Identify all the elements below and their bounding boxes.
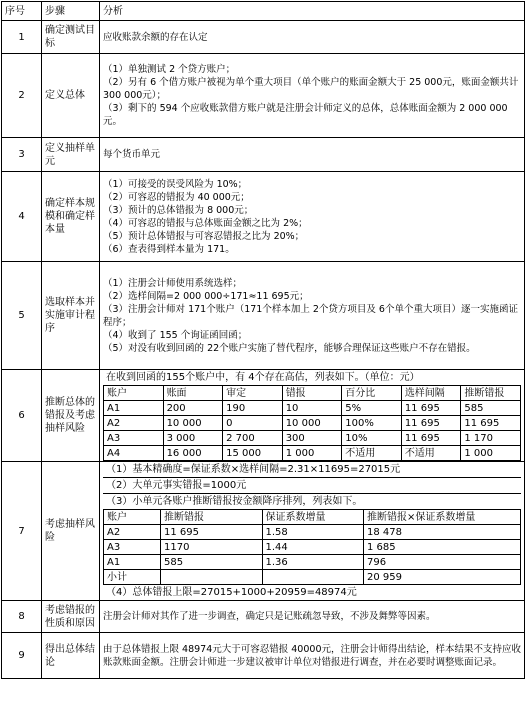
row-step: 确定样本规模和确定样本量 — [42, 172, 100, 262]
table-row — [2, 370, 525, 462]
row-number: 7 — [2, 462, 42, 601]
sub-header-cell: 选样间隔 — [401, 386, 461, 401]
sub-cell: 小计 — [104, 570, 161, 585]
sub-table-row — [104, 540, 521, 555]
analysis-line: （2）选样间隔=2 000 000÷171≈11 695元； — [103, 290, 309, 302]
sub-cell: 1 000 — [282, 446, 342, 461]
sub-cell: A2 — [104, 416, 164, 431]
table-row — [2, 633, 525, 679]
analysis-line: （2）大单元事实错报=1000元 — [103, 478, 521, 494]
row-analysis — [100, 138, 525, 172]
sub-cell: 不适用 — [401, 446, 461, 461]
audit-sampling-table — [1, 1, 525, 679]
sub-cell: 1.58 — [262, 525, 364, 540]
sub-cell: 2 700 — [223, 431, 283, 446]
sub-cell: 3 000 — [163, 431, 223, 446]
row-analysis — [100, 21, 525, 54]
analysis-line: 由于总体错报上限 48974元大于可容忍错报 40000元，注册会计师得出结论，样本结果不支持应收账款账面金额。注册会计师进一步建议被审计单位对错报进行调查，并在必要时调整账面记录。 — [103, 643, 521, 668]
row-number: 2 — [2, 54, 42, 138]
table-row — [2, 262, 525, 370]
sub-cell: 796 — [364, 555, 521, 570]
sub-cell: 11 695 — [401, 416, 461, 431]
sub-cell: A2 — [104, 525, 161, 540]
sub-cell: 11 695 — [401, 401, 461, 416]
analysis-line: （3）注册会计师对 171个账户（171个样本加上 2个贷方项目及 6个单个重大项目）逐一实施函证程序； — [103, 303, 518, 328]
row-number: 5 — [2, 262, 42, 370]
sub-cell: A3 — [104, 540, 161, 555]
sub-cell: 1 170 — [461, 431, 521, 446]
header-no: 序号 — [2, 2, 42, 21]
row-step: 定义抽样单元 — [42, 138, 100, 172]
sub-table-row — [104, 401, 521, 416]
sub-cell: 1.44 — [262, 540, 364, 555]
sub-cell: 10% — [342, 431, 402, 446]
analysis-line: 应收账款余额的存在认定 — [103, 31, 208, 43]
sub-header-row — [104, 386, 521, 401]
row-analysis — [100, 54, 525, 138]
sub-header-cell: 推断错报 — [461, 386, 521, 401]
sub-cell — [161, 570, 263, 585]
analysis-line: （1）可接受的误受风险为 10%； — [103, 178, 248, 190]
header-step: 步骤 — [42, 2, 100, 21]
sub-header-cell: 保证系数增量 — [262, 510, 364, 525]
row-step: 定义总体 — [42, 54, 100, 138]
sub-cell: 1.36 — [262, 555, 364, 570]
sub-header-cell: 账户 — [104, 510, 161, 525]
header-analysis: 分析 — [100, 2, 525, 21]
sub-table-row — [104, 555, 521, 570]
table-row — [2, 172, 525, 262]
sub-cell: A1 — [104, 555, 161, 570]
sub-cell: 0 — [223, 416, 283, 431]
analysis-line: （3）预计的总体错报为 8 000元； — [103, 204, 254, 216]
table-row — [2, 138, 525, 172]
row-number: 9 — [2, 633, 42, 679]
analysis-line: （4）收到了 155 个询证函回函； — [103, 329, 248, 341]
sub-cell: 5% — [342, 401, 402, 416]
sub-table-row — [104, 416, 521, 431]
row-step: 得出总体结论 — [42, 633, 100, 679]
analysis-line: （3）小单元各账户推断错报按金额降序排列，列表如下。 — [106, 496, 363, 507]
sub-header-cell: 百分比 — [342, 386, 402, 401]
sub-table-row — [104, 525, 521, 540]
sub-header-cell: 账户 — [104, 386, 164, 401]
sub-cell: 11 695 — [161, 525, 263, 540]
row-analysis — [100, 462, 525, 601]
analysis-line: （1）注册会计师使用系统选样； — [103, 277, 243, 289]
row-step: 确定测试目标 — [42, 21, 100, 54]
analysis-line: （1）基本精确度=保证系数×选样间隔=2.31×11695=27015元 — [103, 462, 521, 478]
analysis-line: 每个货币单元 — [103, 149, 161, 160]
sub-cell: 1 000 — [461, 446, 521, 461]
analysis-line: （6）查表得到样本量为 171。 — [103, 243, 235, 255]
sub-cell: 10 000 — [163, 416, 223, 431]
row-step: 选取样本并实施审计程序 — [42, 262, 100, 370]
row-step: 推断总体的错报及考虑抽样风险 — [42, 370, 100, 462]
sub-table-row — [104, 431, 521, 446]
row-number: 8 — [2, 601, 42, 633]
row-number: 4 — [2, 172, 42, 262]
sub-cell — [262, 570, 364, 585]
sub-cell: 100% — [342, 416, 402, 431]
table-row — [2, 21, 525, 54]
sub-header-cell: 错报 — [282, 386, 342, 401]
row-analysis — [100, 262, 525, 370]
sub-cell: 16 000 — [163, 446, 223, 461]
sub-cell: 190 — [223, 401, 283, 416]
sub-cell: 11 695 — [461, 416, 521, 431]
row-number: 1 — [2, 21, 42, 54]
analysis-line: 注册会计师对其作了进一步调查，确定只是记账疏忽导致，不涉及舞弊等因素。 — [103, 611, 436, 622]
sub-header-cell: 推断错报 — [161, 510, 263, 525]
row-step: 考虑错报的性质和原因 — [42, 601, 100, 633]
sub-cell: A3 — [104, 431, 164, 446]
row-step: 考虑抽样风险 — [42, 462, 100, 601]
sub-cell: 300 — [282, 431, 342, 446]
sub-cell: 15 000 — [223, 446, 283, 461]
sub-cell: 11 695 — [401, 431, 461, 446]
upper-limit-table — [103, 509, 521, 585]
sub-cell: A4 — [104, 446, 164, 461]
sub-header-cell: 推断错报×保证系数增量 — [364, 510, 521, 525]
table-row — [2, 54, 525, 138]
sub-cell: 200 — [163, 401, 223, 416]
analysis-line: （5）预计总体错报与可容忍错报之比为 20%； — [103, 230, 305, 242]
sub-table-row — [104, 446, 521, 461]
sub-cell: A1 — [104, 401, 164, 416]
sub-cell: 20 959 — [364, 570, 521, 585]
sub-cell: 10 — [282, 401, 342, 416]
analysis-line: （2）另有 6 个借方账户被视为单个重大项目（单个账户的账面金额大于 25 000元，账面金额共计 300 000元）； — [103, 77, 519, 101]
sub-header-row — [104, 510, 521, 525]
row-analysis — [100, 370, 525, 462]
sub-cell: 不适用 — [342, 446, 402, 461]
sub-cell: 585 — [461, 401, 521, 416]
analysis-line: （2）可容忍的错报为 40 000元； — [103, 191, 250, 203]
analysis-line: （4）可容忍的错报与总体账面金额之比为 2%； — [103, 217, 308, 229]
sub-header-cell: 审定 — [223, 386, 283, 401]
table-row — [2, 601, 525, 633]
row-analysis — [100, 601, 525, 633]
misstatement-table — [103, 385, 521, 461]
sub-table-row — [104, 570, 521, 585]
sub-cell: 10 000 — [282, 416, 342, 431]
row-number: 3 — [2, 138, 42, 172]
sub-cell: 585 — [161, 555, 263, 570]
row-analysis — [100, 172, 525, 262]
analysis-intro: 在收到回函的155个账户中，有 4个存在高估，列表如下。（单位：元） — [106, 372, 420, 383]
header-row — [2, 2, 525, 21]
row-analysis — [100, 633, 525, 679]
analysis-line: （5）对没有收到回函的 22个账户实施了替代程序，能够合理保证这些账户不存在错报。 — [103, 342, 476, 354]
analysis-line: （4）总体错报上限=27015+1000+20959=48974元 — [106, 587, 357, 598]
sub-cell: 1 685 — [364, 540, 521, 555]
analysis-line: （1）单独测试 2 个贷方账户； — [103, 64, 236, 75]
analysis-line: （3）剩下的 594 个应收账款借方账户就是注册会计师定义的总体，总体账面金额为 2 000 000元。 — [103, 103, 508, 127]
table-row — [2, 462, 525, 601]
sub-header-cell: 账面 — [163, 386, 223, 401]
row-number: 6 — [2, 370, 42, 462]
sub-cell: 18 478 — [364, 525, 521, 540]
sub-cell: 1170 — [161, 540, 263, 555]
